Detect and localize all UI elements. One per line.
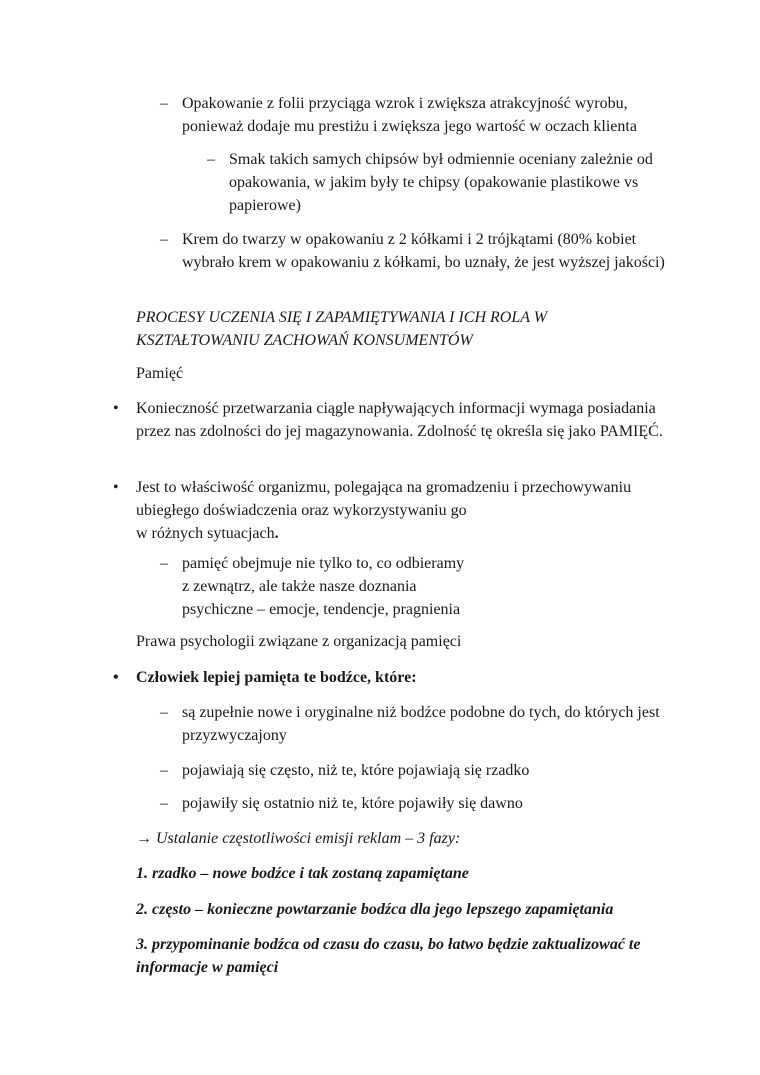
dash-marker: – [160,795,168,812]
sub-line-1: pamięć obejmuje nie tylko to, co odbieramy [182,555,465,572]
bullet-text-line2: w różnych sytuacjach [136,525,275,542]
dash-marker: – [160,95,168,112]
list-item: pojawiają się często, niż te, które pojawiają się rzadko [182,762,530,779]
bullet-text: Jest to właściwość organizmu, polegająca na gromadzeniu i przechowywaniu ubiegłego doświadczenia oraz wykorzystywaniu go [136,479,632,519]
dash-marker: – [160,555,168,572]
subheading-pamiec: Pamięć [136,365,184,382]
phase-item: 1. rzadko – nowe bodźce i tak zostaną zapamiętane [136,865,469,882]
arrow-right-icon: → [136,830,152,847]
list-item: Opakowanie z folii przyciąga wzrok i zwiększa atrakcyjność wyrobu, ponieważ dodaje mu prestiżu i zwiększa jego wartość w oczach klienta [182,95,637,135]
bullet-text-end: . [274,525,279,542]
bullet-marker: • [113,479,119,496]
dash-marker: – [207,151,215,168]
phase-item: 2. często – konieczne powtarzanie bodźca dla jego lepszego zapamiętania [136,901,614,918]
dash-marker: – [160,704,168,721]
arrow-text: Ustalanie częstotliwości emisji reklam – 3 fazy: [156,830,461,847]
list-item: pojawiły się ostatnio niż te, które pojawiły się dawno [182,795,523,812]
bullet-marker: • [113,669,119,686]
laws-bullet: Człowiek lepiej pamięta te bodźce, które: [136,669,417,686]
arrow-line [136,827,676,850]
list-item: Smak takich samych chipsów był odmiennie oceniany zależnie od opakowania, w jakim były te chipsy (opakowanie plastikowe vs papierowe) [229,151,653,214]
bullet-marker: • [113,400,119,417]
dash-marker: – [160,231,168,248]
sub-line-3: psychiczne – emocje, tendencje, pragnienia [182,601,461,618]
sub-line-2: z zewnątrz, ale także nasze doznania [182,578,417,595]
list-item: Konieczność przetwarzania ciągle napływających informacji wymaga posiadania przez nas zdolności do jej magazynowania. Zdolność tę określa się jako PAMIĘĆ. [136,400,663,440]
list-item [136,476,676,545]
dash-marker: – [160,762,168,779]
list-item [182,552,582,621]
list-item: są zupełnie nowe i oryginalne niż bodźce podobne do tych, do których jest przyzwyczajony [182,704,660,744]
section-heading: PROCESY UCZENIA SIĘ I ZAPAMIĘTYWANIA I ICH ROLA W KSZTAŁTOWANIU ZACHOWAŃ KONSUMENTÓW [136,309,548,349]
laws-heading: Prawa psychologii związane z organizacją pamięci [136,633,462,650]
phase-item: 3. przypominanie bodźca od czasu do czasu, bo łatwo będzie zaktualizować te informacje w pamięci [136,936,641,976]
list-item: Krem do twarzy w opakowaniu z 2 kółkami i 2 trójkątami (80% kobiet wybrało krem w opakowaniu z kółkami, bo uznały, że jest wyższej jakości) [182,231,665,271]
